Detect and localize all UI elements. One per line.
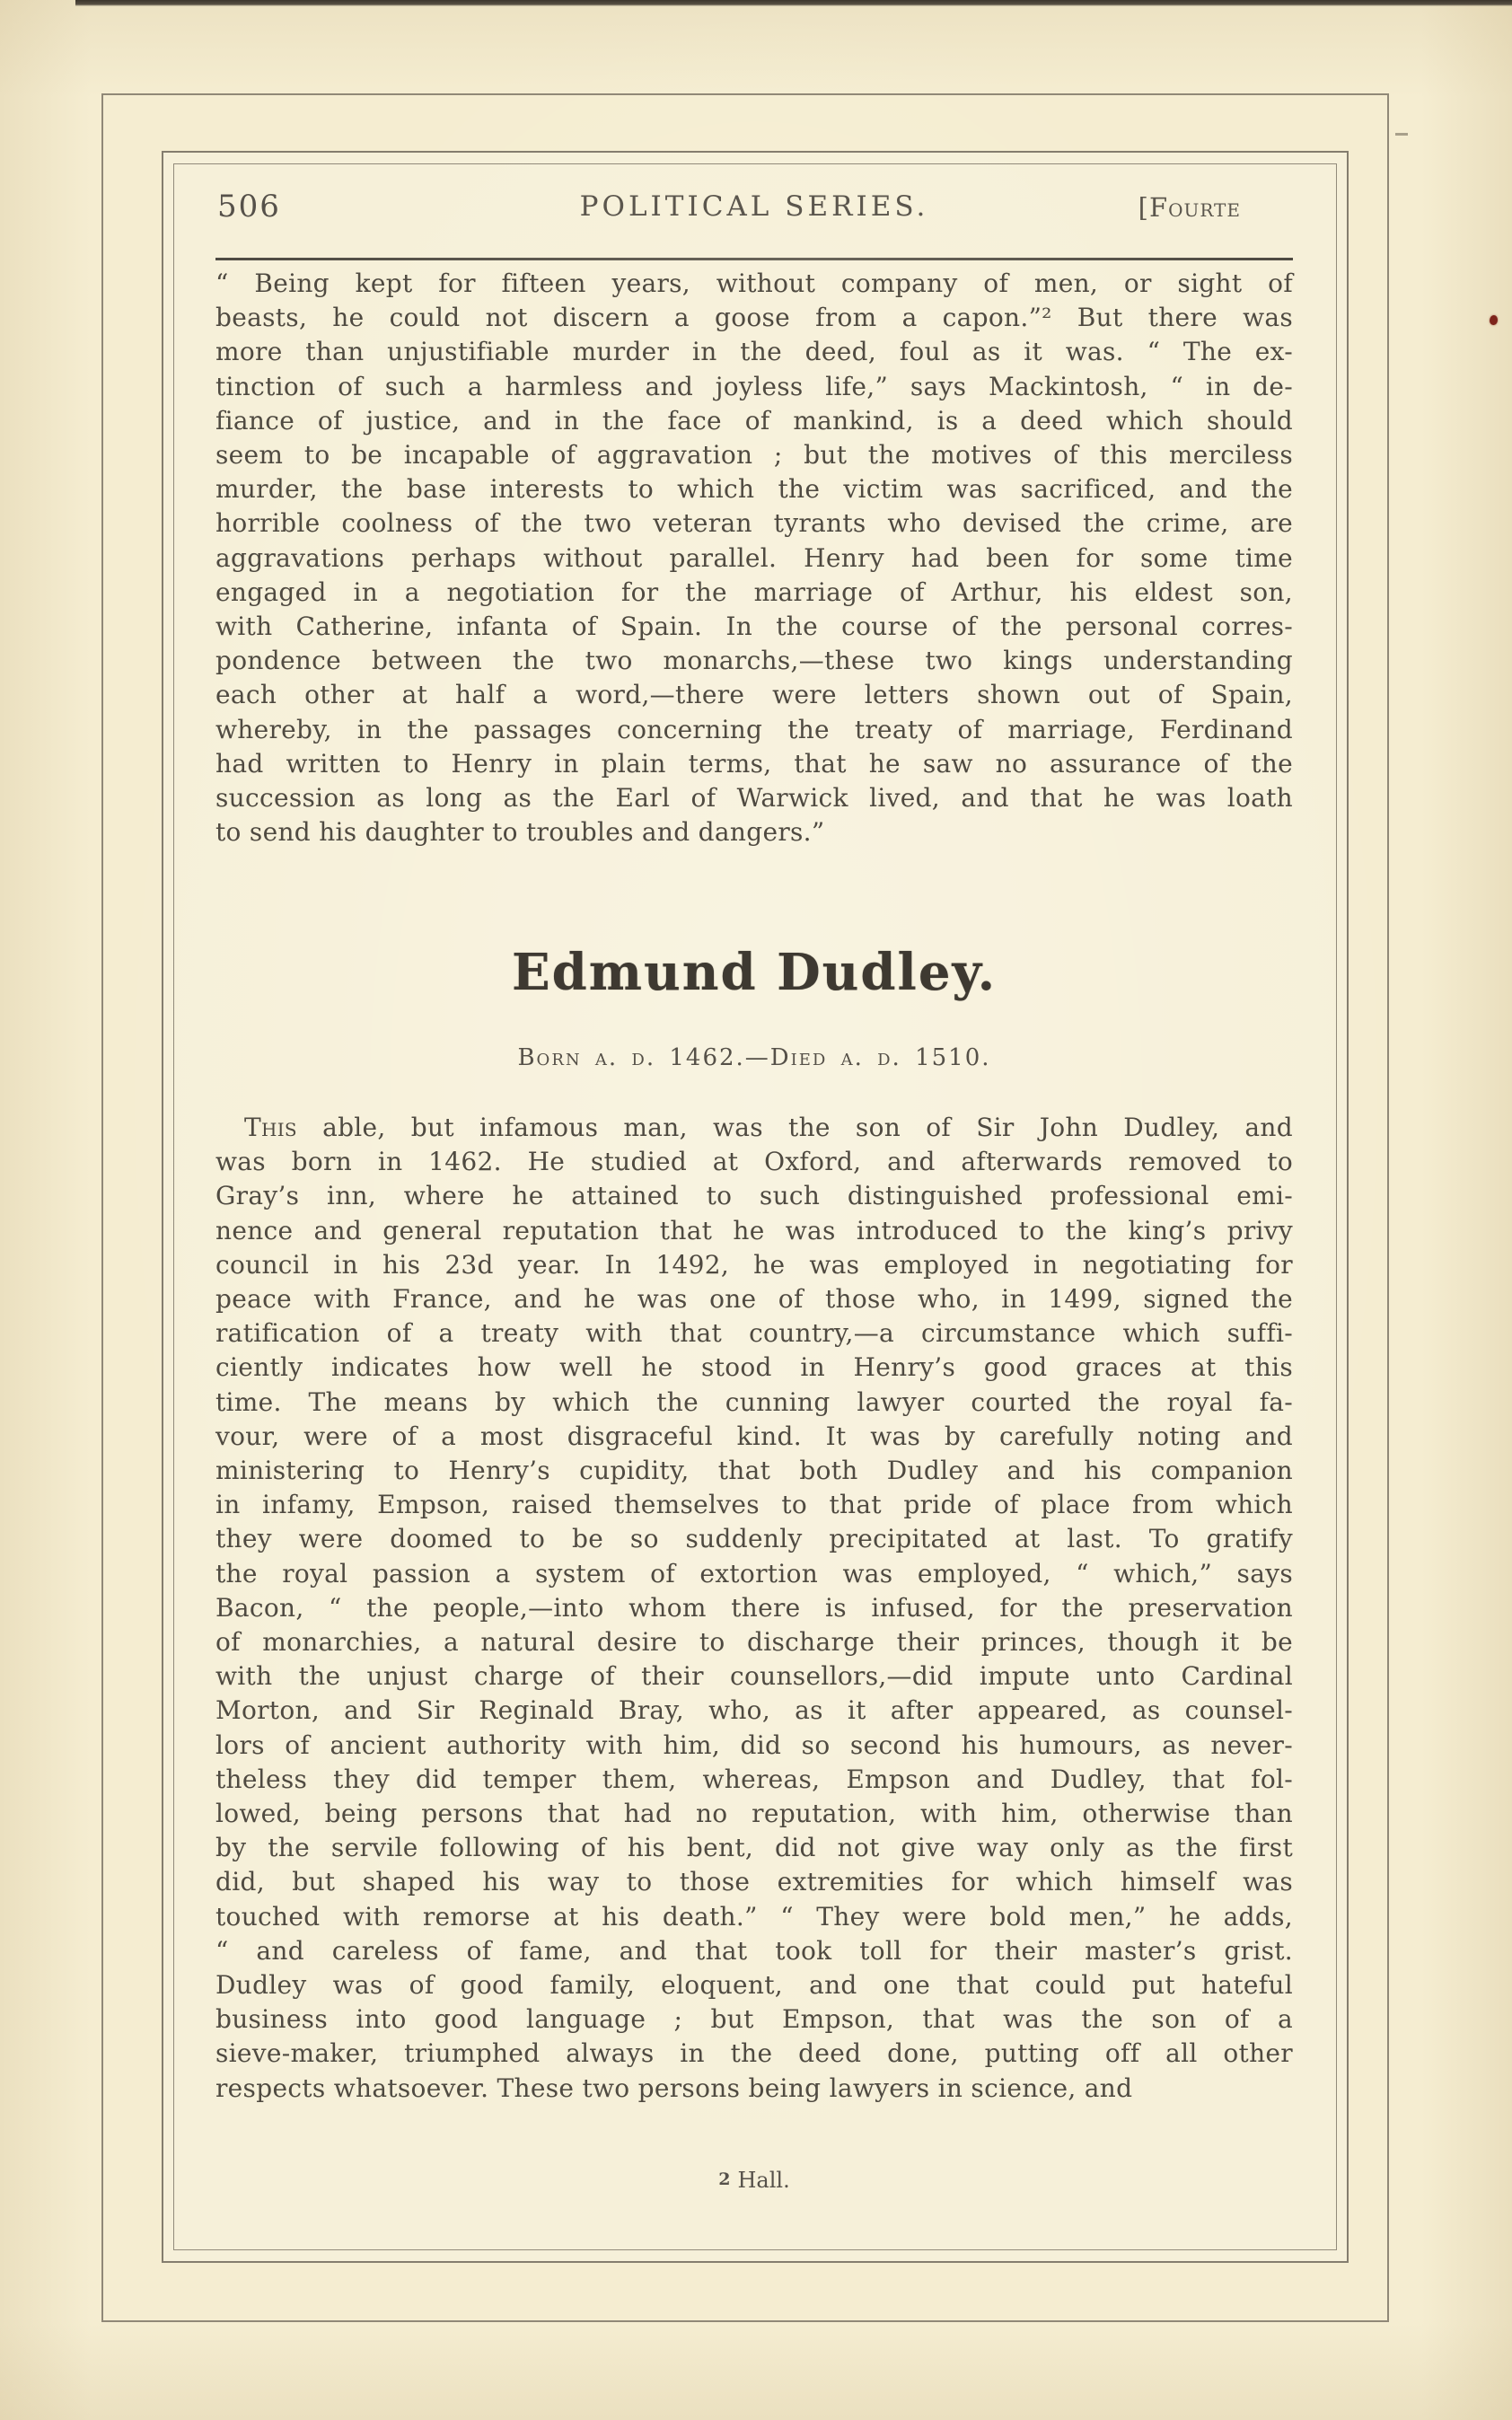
footnote-marker: 2	[718, 2169, 731, 2189]
section-marker: [Fourte	[1138, 192, 1241, 223]
scan-top-edge	[75, 0, 1512, 6]
page-number: 506	[217, 189, 281, 224]
article-title: Edmund Dudley.	[511, 943, 998, 1002]
intro-quote-paragraph: “ Being kept for fifteen years, without company of men, or sight of beasts, he could not discern a goose from a capon.”² But there was more than unjustifiable murder in the deed, foul as it was. “ The ex- tinction of such a harmless and joyless life,” says Mackintosh, “ in de- fiance of justice, and in the face of mankind, is a deed which should seem to be incapable of aggravation ; but the motives of this merciless murder, the base interests to which the victim was sacrificed, and the horrible coolness of the two veteran tyrants who devised the crime, are aggravations perhaps without parallel. Henry had been for some time engaged in a negotiation for the marriage of Arthur, his eldest son, with Catherine, infanta of Spain. In the course of the personal corres- pondence between the two monarchs,—these two kings understanding each other at half a word,—there were letters shown out of Spain, whereby, in the passages concerning the treaty of marriage, Ferdinand had written to Henry in plain terms, that he saw no assurance of the succession as long as the Earl of Warwick lived, and that he was loath to send his daughter to troubles and dangers.”	[215, 268, 1293, 848]
biography-paragraph: This able, but infamous man, was the son of Sir John Dudley, and was born in 1462. He studied at Oxford, and afterwards removed to Gray’s inn, where he attained to such distinguished professional emi- nence and general reputation that he was introduced to the king’s privy council in his 23d year. In 1492, he was employed in negotiating for peace with France, and he was one of those who, in 1499, signed the ratification of a treaty with that country,—a circumstance which suffi- ciently indicates how well he stood in Henry’s good graces at this time. The means by which the cunning lawyer courted the royal fa- vour, were of a most disgraceful kind. It was by carefully noting and ministering to Henry’s cupidity, that both Dudley and his companion in infamy, Empson, raised themselves to that pride of place from which they were doomed to be so suddenly precipitated at last. To gratify the royal passion a system of extortion was employed, “ which,” says Bacon, “ the people,—into whom there is infused, for the preservation of monarchies, a natural desire to discharge their princes, though it be with the unjust charge of their counsellors,—did impute unto Cardinal Morton, and Sir Reginald Bray, who, as it after appeared, as counsel- lors of ancient authority with him, did so second his humours, as never- theless they did temper them, whereas, Empson and Dudley, that fol- lowed, being persons that had no reputation, with him, otherwise than by the servile following of his bent, did not give way only as the first did, but shaped his way to those extremities for which himself was touched with remorse at his death.” “ They were bold men,” he adds, “ and careless of fame, and that took toll for their master’s grist. Dudley was of good family, eloquent, and one that could put hateful business into good language ; but Empson, that was the son of a sieve-maker, triumphed always in the deed done, putting off all other respects whatsoever. These two persons being lawyers in science, and	[215, 1113, 1293, 2103]
header-rule	[215, 258, 1293, 260]
footnote-text: Hall.	[737, 2168, 790, 2193]
frame-corner-tick	[1395, 133, 1408, 136]
footnote	[215, 2168, 1293, 2193]
running-title: POLITICAL SERIES.	[579, 190, 929, 223]
page-header	[215, 189, 1293, 228]
ink-speck	[1490, 315, 1498, 325]
article-dates: Born a. d. 1462.—Died a. d. 1510.	[517, 1044, 991, 1071]
